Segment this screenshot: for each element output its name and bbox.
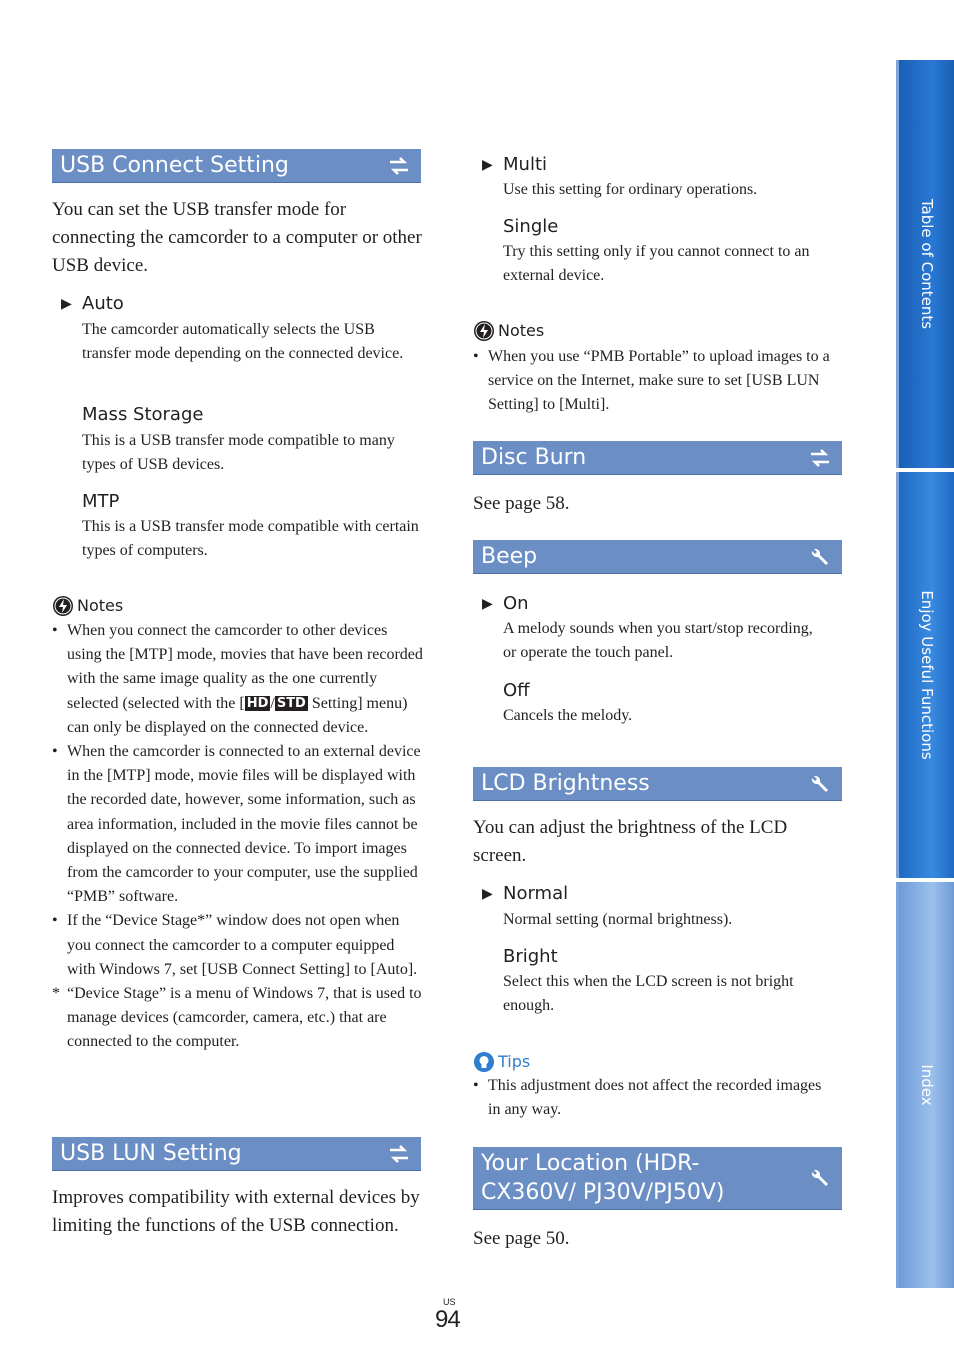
option-desc: A melody sounds when you start/stop recording, or operate the touch panel. <box>503 620 813 661</box>
lcd-tips <box>473 1074 833 1122</box>
tab-enjoy-useful-functions[interactable] <box>896 472 954 878</box>
option-desc: Cancels the melody. <box>503 707 633 724</box>
tab-table-of-contents[interactable] <box>896 60 954 468</box>
section-title: Beep <box>481 544 538 569</box>
bullet: • <box>52 912 58 930</box>
note-text: If the “Device Stage*” window does not open when you connect the camcorder to a computer equipped with Windows 7, set [USB Connect Setting] to [Auto]. <box>67 912 418 978</box>
note-text: When the camcorder is connected to an external device in the [MTP] mode, movie files will be displayed with the recorded date, however, some information, such as area information, included in the movie files cannot be displayed on the connected device. To import images from the camcorder to your computer, use the supplied “PMB” software. <box>67 743 421 906</box>
separator: / <box>270 694 275 712</box>
footnote-mark: * <box>52 985 60 1003</box>
page-number-value: 94 <box>435 1306 460 1333</box>
transfer-arrows-icon <box>387 1142 411 1166</box>
note-text: When you connect the camcorder to other devices using the [MTP] mode, movies that have been recorded with the same image quality as the one currently selected (selected with the [ <box>67 622 423 712</box>
bullet: • <box>473 348 479 365</box>
option-desc: Normal setting (normal brightness). <box>503 911 733 928</box>
option-off <box>503 679 530 703</box>
option-single <box>503 215 558 239</box>
bullet: • <box>52 743 58 761</box>
option-multi <box>482 153 547 177</box>
notes-heading <box>473 320 544 342</box>
option-desc: The camcorder automatically selects the USB transfer mode depending on the connected device. <box>82 321 404 362</box>
option-desc: Use this setting for ordinary operations. <box>503 181 758 198</box>
your-location-header <box>473 1147 842 1210</box>
option-label: Auto <box>82 293 124 314</box>
usb-connect-intro: You can set the USB transfer mode for connecting the camcorder to a computer or other USB device. <box>52 199 422 276</box>
notes-icon <box>473 320 495 342</box>
wrench-icon <box>808 1166 832 1190</box>
beep-header <box>473 540 842 574</box>
option-desc: This is a USB transfer mode compatible with certain types of computers. <box>82 518 419 559</box>
option-mtp <box>82 490 119 514</box>
usb-connect-notes <box>52 619 424 1055</box>
section-title: Disc Burn <box>481 445 587 470</box>
tab-index[interactable] <box>896 882 954 1288</box>
tips-bulb-icon <box>473 1051 495 1073</box>
notes-heading <box>52 595 123 617</box>
list-item <box>473 345 833 418</box>
usb-lun-notes <box>473 345 833 418</box>
lcd-brightness-header <box>473 767 842 801</box>
option-label: On <box>503 593 529 614</box>
option-desc: This is a USB transfer mode compatible to many types of USB devices. <box>82 432 395 473</box>
tip-text: This adjustment does not affect the recorded images in any way. <box>488 1077 822 1119</box>
usb-lun-intro: Improves compatibility with external devices by limiting the functions of the USB connection. <box>52 1187 420 1236</box>
usb-connect-setting-header <box>52 149 421 183</box>
option-label: Mass Storage <box>82 404 204 425</box>
note-text: Setting] menu) can only be displayed on the connected device. <box>67 694 408 736</box>
selected-triangle-icon: ▶ <box>482 157 493 173</box>
std-badge-icon: STD <box>276 695 306 711</box>
option-mass-storage <box>82 403 203 427</box>
hd-badge-icon: HD <box>246 695 269 711</box>
section-title: Your Location (HDR-CX360V/ PJ30V/PJ50V) <box>481 1151 725 1205</box>
selected-triangle-icon: ▶ <box>482 886 493 902</box>
tab-label: Enjoy Useful Functions <box>917 590 936 760</box>
wrench-icon <box>808 772 832 796</box>
disc-burn-header <box>473 441 842 475</box>
transfer-arrows-icon <box>387 154 411 178</box>
notes-label: Notes <box>77 596 124 615</box>
tab-label: Index <box>917 1064 936 1106</box>
disc-burn-text: See page 58. <box>473 493 570 514</box>
bullet: • <box>473 1077 479 1094</box>
bullet: • <box>52 622 58 639</box>
transfer-arrows-icon <box>808 446 832 470</box>
list-item <box>52 619 424 740</box>
section-title: USB Connect Setting <box>60 153 289 178</box>
option-desc: Try this setting only if you cannot connect to an external device. <box>503 243 810 284</box>
list-item <box>52 740 424 909</box>
notes-icon <box>52 595 74 617</box>
list-item <box>473 1074 833 1122</box>
option-auto <box>61 292 124 316</box>
option-bright <box>503 945 558 969</box>
tab-label: Table of Contents <box>917 198 936 330</box>
option-label: Normal <box>503 883 569 904</box>
region-code: US <box>443 1297 456 1307</box>
option-normal <box>482 882 569 906</box>
usb-lun-setting-header <box>52 1137 421 1171</box>
option-label: Bright <box>503 946 558 967</box>
option-label: Single <box>503 216 559 237</box>
option-desc: Select this when the LCD screen is not bright enough. <box>503 973 794 1014</box>
option-label: MTP <box>82 491 120 512</box>
lcd-intro: You can adjust the brightness of the LCD screen. <box>473 817 788 866</box>
option-on <box>482 592 529 616</box>
selected-triangle-icon: ▶ <box>482 596 493 612</box>
option-label: Multi <box>503 154 547 175</box>
option-label: Off <box>503 680 530 701</box>
tips-heading <box>473 1051 530 1073</box>
section-title: USB LUN Setting <box>60 1141 242 1166</box>
list-item <box>52 909 424 982</box>
footnote <box>52 982 424 1055</box>
your-location-text: See page 50. <box>473 1228 570 1249</box>
footnote-text: “Device Stage” is a menu of Windows 7, that is used to manage devices (camcorder, camera, etc.) that are connected to the computer. <box>67 985 422 1051</box>
section-title: LCD Brightness <box>481 771 650 796</box>
selected-triangle-icon: ▶ <box>61 296 72 312</box>
wrench-icon <box>808 545 832 569</box>
tips-label: Tips <box>498 1052 531 1071</box>
notes-label: Notes <box>498 321 545 340</box>
note-text: When you use “PMB Portable” to upload images to a service on the Internet, make sure to set [USB LUN Setting] to [Multi]. <box>488 348 830 414</box>
